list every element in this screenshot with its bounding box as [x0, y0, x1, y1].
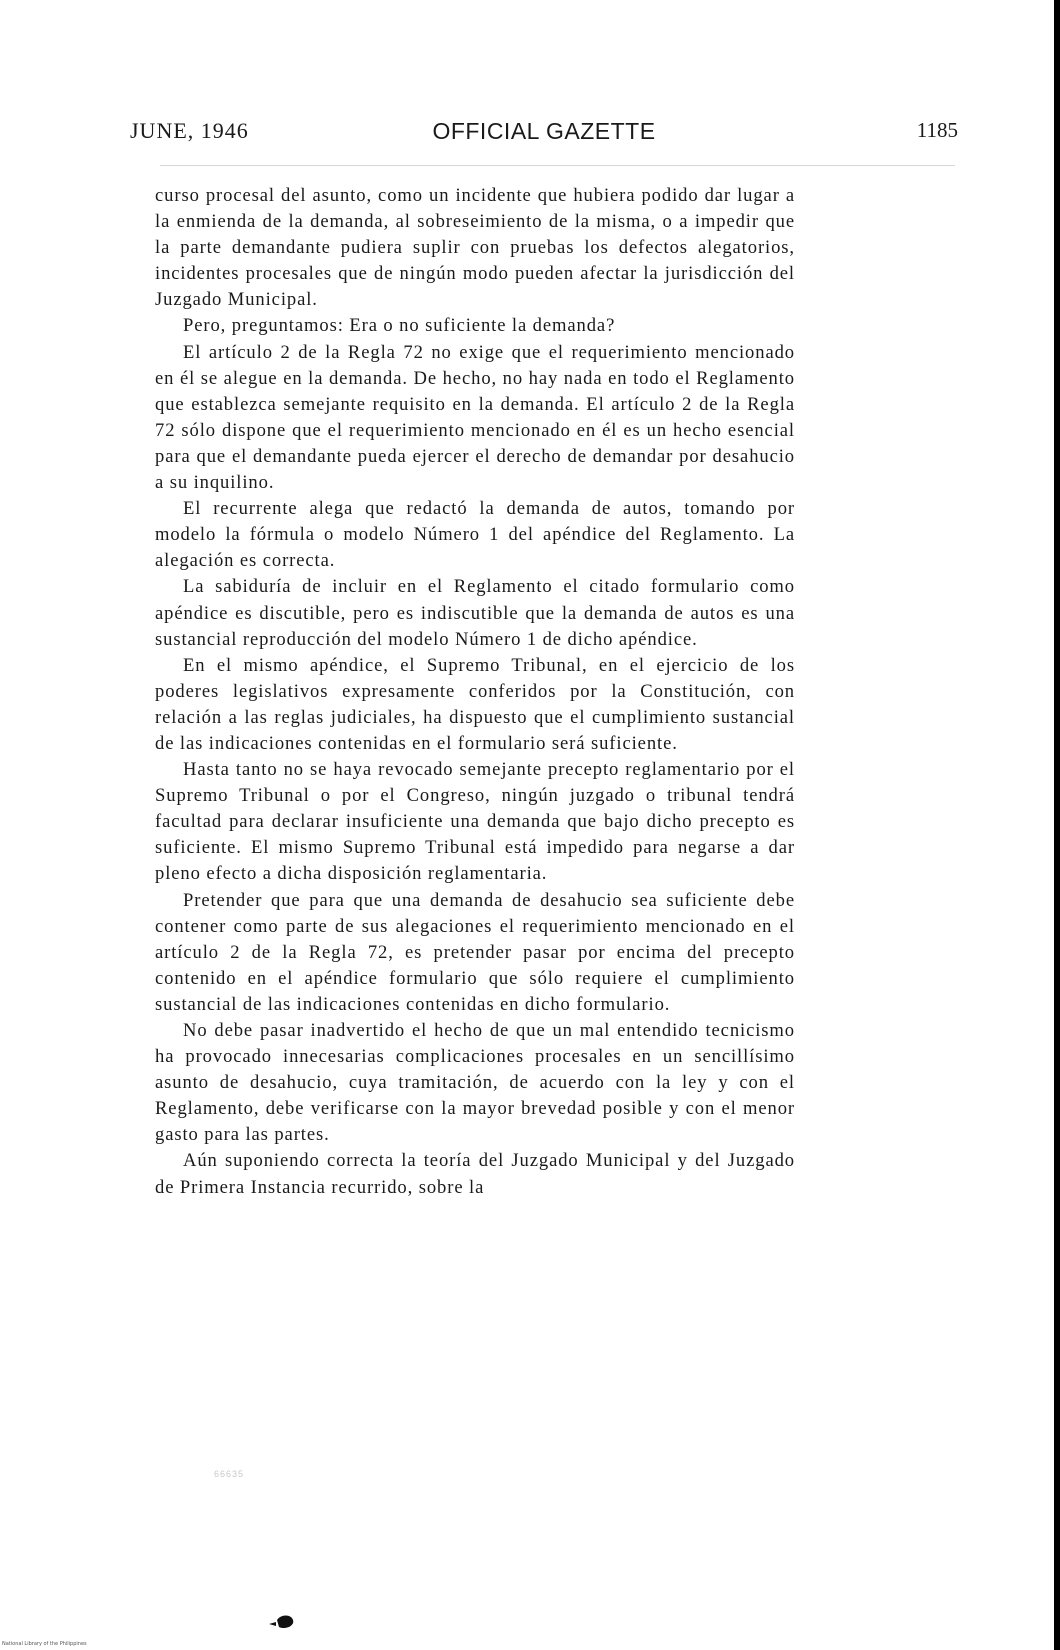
paragraph: curso procesal del asunto, como un incidente que hubiera podido dar lugar a la enmienda de la demanda, al sobreseimiento de la misma, o a impedir que la parte demandante pudiera suplir con pruebas los defectos alegatorios, incidentes procesales que de ningún modo pueden afectar la jurisdicción del Juzgado Municipal.	[155, 185, 795, 311]
paragraph: Pero, preguntamos: Era o no suficiente la demanda?	[183, 315, 616, 337]
paragraph: En el mismo apéndice, el Supremo Tribunal, en el ejercicio de los poderes legislativos expresamente conferidos por la Constitución, con relación a las reglas judiciales, ha dispuesto que el cumplimiento sustancial de las indicaciones contenidas en el formulario será suficiente.	[155, 654, 795, 754]
paragraph: Pretender que para que una demanda de desahucio sea suficiente debe contener como parte de sus alegaciones el requerimiento mencionado en el artículo 2 de la Regla 72, es pretender pasar por encima del precepto contenido en el apéndice formulario que sólo requiere el cumplimiento sustancial de las indicaciones contenidas en dicho formulario.	[155, 889, 795, 1015]
printer-mark: 66635	[214, 1469, 245, 1479]
library-credit: National Library of the Philippines	[2, 1641, 87, 1647]
paragraph: Hasta tanto no se haya revocado semejante precepto reglamentario por el Supremo Tribunal o por el Congreso, ningún juzgado o tribunal tendrá facultad para declarar insuficiente una demanda que bajo dicho precepto es suficiente. El mismo Supremo Tribunal está impedido para negarse a dar pleno efecto a dicha disposición reglamentaria.	[155, 759, 795, 885]
paragraph: Aún suponiendo correcta la teoría del Juzgado Municipal y del Juzgado de Primera Instancia recurrido, sobre la	[155, 1150, 795, 1198]
header-date: JUNE, 1946	[130, 118, 249, 143]
page-header	[130, 118, 958, 148]
page-edge	[1054, 0, 1060, 1650]
body-text	[155, 183, 795, 1201]
page-number: 1185	[916, 118, 958, 142]
ornament-icon	[267, 1612, 307, 1632]
header-title: OFFICIAL GAZETTE	[432, 118, 656, 144]
paragraph: El artículo 2 de la Regla 72 no exige que el requerimiento mencionado en él se alegue en la demanda. De hecho, no hay nada en todo el Reglamento que establezca semejante requisito en la demanda. El artículo 2 de la Regla 72 sólo dispone que el requerimiento mencionado en él es un hecho esencial para que el demandante pueda ejercer el derecho de demandar por desahucio a su inquilino.	[155, 341, 795, 494]
paragraph: La sabiduría de incluir en el Reglamento el citado formulario como apéndice es discutible, pero es indiscutible que la demanda de autos es una sustancial reproducción del modelo Número 1 de dicho apéndice.	[155, 576, 795, 650]
header-rule	[160, 165, 955, 166]
paragraph: El recurrente alega que redactó la demanda de autos, tomando por modelo la fórmula o modelo Número 1 del apéndice del Reglamento. La alegación es correcta.	[155, 498, 795, 572]
paragraph: No debe pasar inadvertido el hecho de que un mal entendido tecnicismo ha provocado innecesarias complicaciones procesales en un sencillísimo asunto de desahucio, cuya tramitación, de acuerdo con la ley y con el Reglamento, debe verificarse con la mayor brevedad posible y con el menor gasto para las partes.	[155, 1020, 795, 1146]
